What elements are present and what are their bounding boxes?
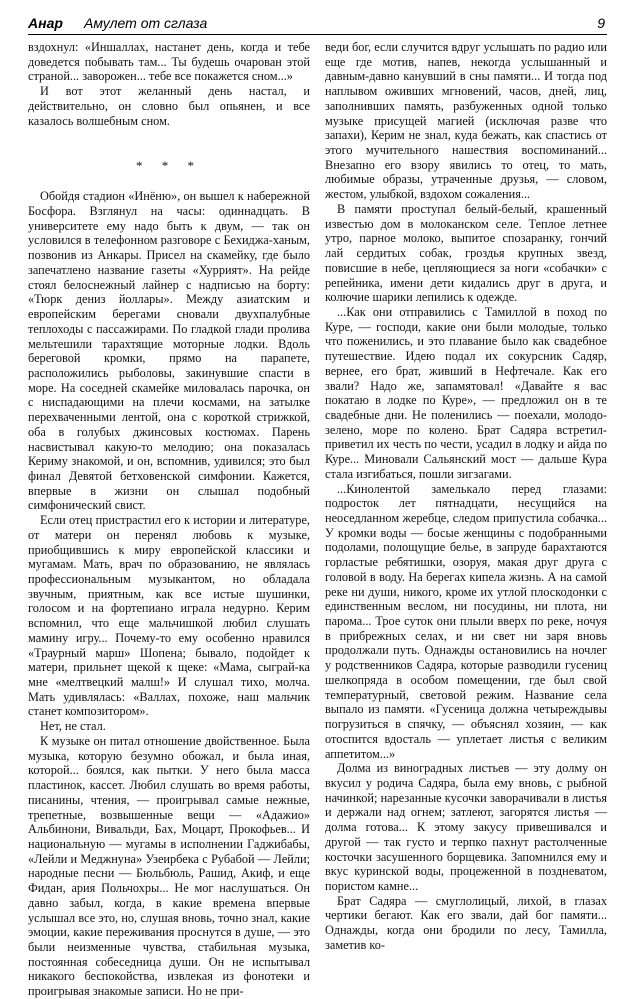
paragraph: вздохнул: «Иншаллах, настанет день, когда и тебе доведется побывать там... Ты будешь очарован этой страной... заворожен... тебе все покажется сном...» <box>28 40 310 84</box>
paragraph: Брат Садяра — смуглолицый, лихой, в глазах чертики бегают. Как его звали, дай бог памяти... Однажды, когда они бродили по лесу, Тамилла, заметив ко- <box>325 893 607 952</box>
paragraph: Обойдя стадион «Инёню», он вышел к набережной Босфора. Взглянул на часы: одиннадцать. В университете ему надо быть к двум, — так он условился в телефонном разговоре с Бехиджа-ханым, позвонив из Анкары. Присел на скамейку, где было запечатлено название газеты «Хуррият». На рейде стоял белоснежный лайнер с надписью на борту: «Тюрк дениз йоллары». Между азиатским и европейским берегами сновали двухпалубные теплоходы с пассажирами. По гладкой глади пролива мельтешили тарахтящие моторные лодки. Вдоль береговой кромки, прямо на парапете, расположились рыболовы, закинувшие спасти в море. На соседней скамейке миловалась парочка, он с ниспадающими на плечи космами, на затылке перехваченными лентой, она с короткой стрижкой, оба в голубых джинсовых костюмах. Парень насвистывал какую-то мелодию; она показалась Кериму знакомой, и он, вспомнив, удивился; это был финал Девятой бетховенской симфонии. Кажется, впервые в жизни он слышал подобный симфонический свист. <box>28 189 310 513</box>
paragraph: веди бог, если случится вдруг услышать по радио или еще где мотив, напев, некогда услышанный и давным-давно канувший в сны памяти... И тогда под наплывом оживших мгновений, часов, дней, лиц, заполнивших память, разбуженных одной только музыке присущей магией (исключая разве что запахи), Керим не знал, куда бежать, как спастись от этого мучительного нашествия воспоминаний... Внезапно его взору явились то отец, то мать, любимые образы, утраченные друзья, — словом, жестом, улыбкой, вздохом сожаления... <box>325 40 607 202</box>
right-column <box>325 40 607 952</box>
running-header <box>28 14 607 35</box>
paragraph: Нет, не стал. <box>40 719 106 734</box>
paragraph: Если отец пристрастил его к истории и литературе, от матери он перенял любовь к музыке, приобщившись к миру европейской классики и мугамам. Мать, врач по образованию, не являлась профессиональным музыкантом, но обладала звучным, приятным, как все истые шушинки, голосом и на фортепиано играла недурно. Керим вспомнил, что еще мальчишкой любил слушать мамину игру... Почему-то ему особенно нравился «Траурный марш» Шопена; бывало, подойдет к матери, прильнет щекой к щеке: «Мама, сыграй-ка мне «мелтвецкий малш!» И слушал тихо, молча. Мать удивлялась: «Валлах, похоже, наш мальчик станет композитором». <box>28 513 310 719</box>
paragraph: И вот этот желанный день настал, и действительно, он словно был опьянен, и все казалось волшебным сном. <box>28 84 310 128</box>
paragraph: Долма из виноградных листьев — эту долму он вкусил у родича Садяра, была ему вновь, с рыбной начинкой; нарезанные кусочки заворачивали в листья и держали над огнем; затлеют, загорятся листья — долма готова... К этому закусу привешивался и другой — так густо и терпко пахнут растолченные косточки засушенного борщевика. Запомнился ему и вкус куринской воды, процеженной в поздневатом, пористом камне... <box>325 761 607 893</box>
section-separator: * * * <box>136 158 202 174</box>
header-author: Анар <box>28 15 63 31</box>
paragraph: ...Кинолентой замелькало перед глазами: подросток лет пятнадцати, несущийся на неоседланном жеребце, следом припустила собачка... У кромки воды — босые женщины с подобранными подолами, полощущие белье, в запруде барахтаются горластые ребятишки, озоруя, макая друг друга с головой в воду. На берегах кипела жизнь. А на самой реке ни души, никого, кроме их утлой плоскодонки с единственным веслом, ни посудины, ни плота, ни парома... Трое суток они плыли вверх по реке, ночуя в прибрежных селах, и ни свет ни заря вновь продолжали путь. Однажды остановились на ночлег у родственников Садяра, которые разводили гусениц шелкопряда в особом помещении, где был свой температурный, световой режим. Название села выпало из памяти. «Гусеница должна четыреждывы погрузиться в спячку, — объяснял хозяин, — как отоспится вдосталь — уплетает листья с великим аппетитом...» <box>325 481 607 761</box>
header-title: Амулет от сглаза <box>84 15 208 31</box>
text-columns <box>28 40 607 999</box>
left-column <box>28 40 310 999</box>
paragraph: В памяти проступал белый-белый, крашенный известью дом в молоканском селе. Теплое летнее утро, парное молоко, выпитое спозаранку, гончий лай сердитых собак, гроздья крупных звезд, повисшие в небе, цепляющиеся за ноги «собачки» с репейника, имени дети кидались друг в друга, и колючие шарики лепились к одежде. <box>325 201 607 305</box>
paragraph: ...Как они отправились с Тамиллой в поход по Куре, — господи, какие они были молодые, только что поженились, и это плавание было как свадебное путешествие. Идею подал их сокурсник Садяр, вернее, его брат, живший в Нефтечале. Как его звали? Надо же, запамятовал! «Давайте я вас покатаю в лодке по Куре», — предложил он в те свадебные дни. Не поленились — поехали, молодо-зелено, море по колено. Брат Садяра встретил-приветил их честь по чести, усадил в лодку и айда по Куре... Миновали Сальянский мост — дальше Кура стала изгибаться, пошли зигзагами. <box>325 304 607 481</box>
page-number: 9 <box>597 15 605 31</box>
paragraph: К музыке он питал отношение двойственное. Была музыка, которую безумно обожал, и была иная, которой... боялся, как пытки. У него была масса пластинок, кассет. Любил слушать во время работы, писанины, чтения, — проигрывал самые нежные, трепетные, возвышенные вещи — «Адажио» Альбинони, Вивальди, Бах, Моцарт, Прокофьев... И национальную — мугамы в исполнении Гаджибабы, «Лейли и Меджнуна» Узеирбека с Рубабой — Лейли; народные песни — Бюльбюль, Рашид, Акиф, и еще Фидан, ария Польчохры... Не мог наслушаться. Он давно забыл, когда, в какие времена впервые услышал все это, но, слушая вновь, точно знал, какие эмоции, какие переживания проснутся в душе, — это были неизменные чувства, стабильная музыка, постоянная собеседница души. Он не испытывал никакого беспокойства, извлекая из фонотеки и проигрывая знакомые записи. Но не при- <box>28 733 310 999</box>
